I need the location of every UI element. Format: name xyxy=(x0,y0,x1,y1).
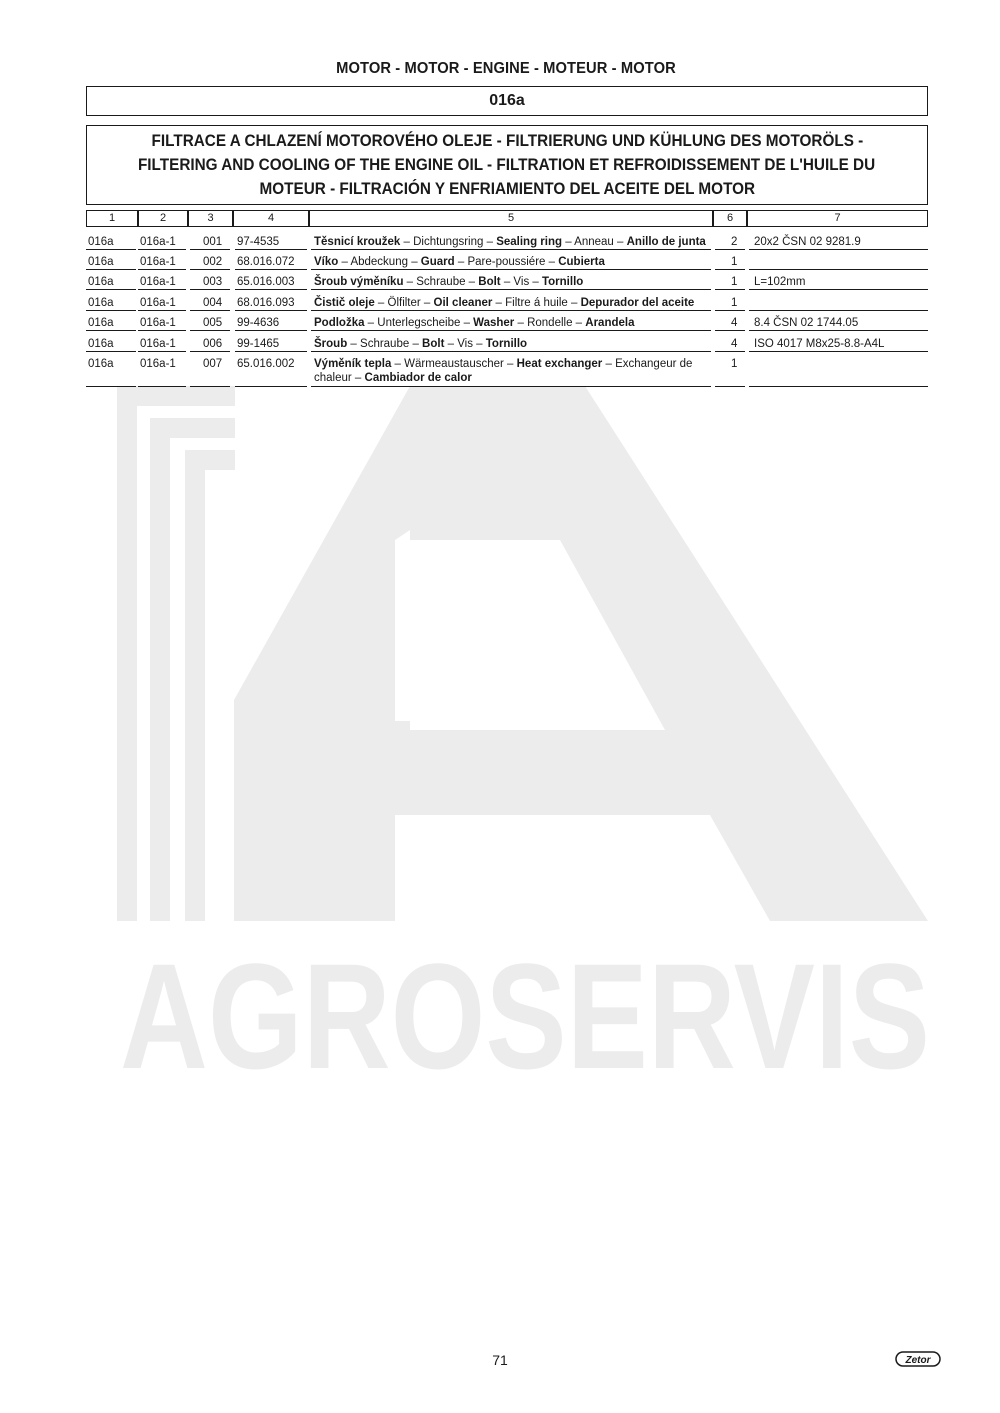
row-divider xyxy=(86,310,136,311)
description-segment: – Vis – xyxy=(500,276,542,288)
description-segment: Tornillo xyxy=(541,276,584,288)
quantity: 1 xyxy=(731,297,738,309)
column-header-6: 6 xyxy=(713,210,747,227)
agroservis-watermark-text: AGROSERVIS xyxy=(120,932,930,1100)
row-divider xyxy=(190,351,230,352)
note: ISO 4017 M8x25-8.8-A4L xyxy=(754,338,885,350)
row-divider xyxy=(311,330,711,331)
description-segment: Heat exchanger xyxy=(516,358,603,370)
row-divider xyxy=(138,289,186,290)
zetor-logo-text: Zetor xyxy=(905,1355,931,1366)
row-divider xyxy=(86,289,136,290)
description-segment: Oil cleaner xyxy=(433,297,493,309)
part-number: 97-4535 xyxy=(237,236,280,248)
row-divider xyxy=(138,351,186,352)
quantity: 1 xyxy=(731,256,738,268)
row-divider xyxy=(311,289,711,290)
column-header-3: 3 xyxy=(188,210,233,227)
part-description xyxy=(314,275,714,289)
note: 20x2 ČSN 02 9281.9 xyxy=(754,236,861,248)
position-number: 003 xyxy=(203,276,223,288)
row-divider xyxy=(715,310,745,311)
group-title-line: MOTEUR - FILTRACIÓN Y ENFRIAMIENTO DEL ACEITE DEL MOTOR xyxy=(259,179,755,198)
row-divider xyxy=(235,289,307,290)
description-segment: Arandela xyxy=(585,317,635,329)
group-code: 016a xyxy=(88,358,114,370)
figure-code: 016a-1 xyxy=(140,317,176,329)
row-divider xyxy=(715,386,745,387)
column-header-7: 7 xyxy=(747,210,928,227)
description-segment: Těsnicí kroužek xyxy=(314,236,401,248)
row-divider xyxy=(749,330,928,331)
description-segment: – Vis – xyxy=(444,338,486,350)
group-title-line: FILTERING AND COOLING OF THE ENGINE OIL - FILTRATION ET REFROIDISSEMENT DE L'HUILE DU xyxy=(138,155,876,174)
description-segment: Čistič oleje xyxy=(314,297,375,309)
part-number: 65.016.003 xyxy=(237,276,295,288)
row-divider xyxy=(138,249,186,250)
part-description xyxy=(314,337,714,351)
part-number: 99-1465 xyxy=(237,338,280,350)
row-divider xyxy=(749,351,928,352)
position-number: 006 xyxy=(203,338,223,350)
description-segment: Výměník tepla xyxy=(314,358,392,370)
row-divider xyxy=(190,330,230,331)
row-divider xyxy=(235,330,307,331)
group-code: 016a xyxy=(88,297,114,309)
section-code-box xyxy=(86,86,928,116)
row-divider xyxy=(235,386,307,387)
quantity: 1 xyxy=(731,276,738,288)
row-divider xyxy=(311,351,711,352)
row-divider xyxy=(715,269,745,270)
row-divider xyxy=(86,249,136,250)
description-segment: Sealing ring xyxy=(496,236,563,248)
description-segment: Depurador del aceite xyxy=(580,297,695,309)
row-divider xyxy=(235,310,307,311)
description-segment: Guard xyxy=(420,256,455,268)
row-divider xyxy=(311,269,711,270)
group-code: 016a xyxy=(88,338,114,350)
description-segment: Washer xyxy=(473,317,515,329)
group-code: 016a xyxy=(88,317,114,329)
row-divider xyxy=(749,386,928,387)
figure-code: 016a-1 xyxy=(140,256,176,268)
group-code: 016a xyxy=(88,276,114,288)
row-divider xyxy=(86,330,136,331)
row-divider xyxy=(86,351,136,352)
description-segment: Cambiador de calor xyxy=(364,372,472,384)
part-description xyxy=(314,296,714,310)
row-divider xyxy=(311,249,711,250)
description-segment: – Abdeckung – xyxy=(338,256,421,268)
row-divider xyxy=(715,249,745,250)
group-title-line: FILTRACE A CHLAZENÍ MOTOROVÉHO OLEJE - FILTRIERUNG UND KÜHLUNG DES MOTORÖLS - xyxy=(151,131,863,150)
description-segment: – Wärmeaustauscher – xyxy=(391,358,517,370)
part-description xyxy=(314,357,714,385)
group-code: 016a xyxy=(88,236,114,248)
row-divider xyxy=(138,310,186,311)
row-divider xyxy=(190,386,230,387)
row-divider xyxy=(715,351,745,352)
row-divider xyxy=(715,289,745,290)
part-number: 68.016.093 xyxy=(237,297,295,309)
position-number: 007 xyxy=(203,358,223,370)
description-segment: Šroub výměníku xyxy=(314,276,404,288)
part-description xyxy=(314,255,714,269)
column-header-4: 4 xyxy=(233,210,309,227)
quantity: 2 xyxy=(731,236,738,248)
description-segment: – Schraube – xyxy=(403,276,479,288)
description-segment: – Rondelle – xyxy=(514,317,586,329)
figure-code: 016a-1 xyxy=(140,276,176,288)
row-divider xyxy=(749,289,928,290)
row-divider xyxy=(190,269,230,270)
note: 8.4 ČSN 02 1744.05 xyxy=(754,317,859,329)
description-segment: – Pare-poussiére – xyxy=(454,256,559,268)
section-code: 016a xyxy=(489,92,525,109)
row-divider xyxy=(749,269,928,270)
description-segment: Víko xyxy=(314,256,339,268)
description-segment: Cubierta xyxy=(558,256,605,268)
part-description xyxy=(314,316,714,330)
figure-code: 016a-1 xyxy=(140,358,176,370)
part-number: 99-4636 xyxy=(237,317,280,329)
row-divider xyxy=(235,249,307,250)
row-divider xyxy=(138,386,186,387)
description-segment: – Schraube – xyxy=(347,338,423,350)
description-segment: Tornillo xyxy=(485,338,528,350)
note: L=102mm xyxy=(754,276,806,288)
row-divider xyxy=(138,330,186,331)
row-divider xyxy=(86,269,136,270)
figure-code: 016a-1 xyxy=(140,236,176,248)
position-number: 004 xyxy=(203,297,223,309)
column-header-2: 2 xyxy=(138,210,188,227)
group-code: 016a xyxy=(88,256,114,268)
figure-code: 016a-1 xyxy=(140,297,176,309)
row-divider xyxy=(190,289,230,290)
description-segment: – Unterlegscheibe – xyxy=(364,317,474,329)
description-segment: Anillo de junta xyxy=(626,236,706,248)
description-segment: Podložka xyxy=(314,317,365,329)
part-number: 65.016.002 xyxy=(237,358,295,370)
position-number: 002 xyxy=(203,256,223,268)
position-number: 001 xyxy=(203,236,223,248)
quantity: 1 xyxy=(731,358,738,370)
quantity: 4 xyxy=(731,317,738,329)
description-segment: – Dichtungsring – xyxy=(400,236,497,248)
row-divider xyxy=(715,330,745,331)
group-title-box xyxy=(86,125,928,205)
part-description xyxy=(314,235,714,249)
position-number: 005 xyxy=(203,317,223,329)
description-segment: Bolt xyxy=(478,276,501,288)
row-divider xyxy=(190,310,230,311)
row-divider xyxy=(235,269,307,270)
page-number: 71 xyxy=(492,1352,508,1368)
row-divider xyxy=(749,249,928,250)
description-segment: – Ölfilter – xyxy=(374,297,434,309)
part-number: 68.016.072 xyxy=(237,256,295,268)
column-header-5: 5 xyxy=(309,210,713,227)
description-segment: – Filtre á huile – xyxy=(492,297,581,309)
row-divider xyxy=(311,310,711,311)
column-header-1: 1 xyxy=(86,210,138,227)
description-segment: Šroub xyxy=(314,338,348,350)
figure-code: 016a-1 xyxy=(140,338,176,350)
row-divider xyxy=(311,386,711,387)
description-segment: Bolt xyxy=(422,338,445,350)
row-divider xyxy=(749,310,928,311)
description-segment: – Exchangeur de chaleur – xyxy=(314,358,693,384)
row-divider xyxy=(138,269,186,270)
page-header-title: MOTOR - MOTOR - ENGINE - MOTEUR - MOTOR xyxy=(336,60,676,77)
row-divider xyxy=(190,249,230,250)
description-segment: – Anneau – xyxy=(562,236,627,248)
row-divider xyxy=(86,386,136,387)
quantity: 4 xyxy=(731,338,738,350)
zetor-logo xyxy=(895,1350,941,1368)
row-divider xyxy=(235,351,307,352)
